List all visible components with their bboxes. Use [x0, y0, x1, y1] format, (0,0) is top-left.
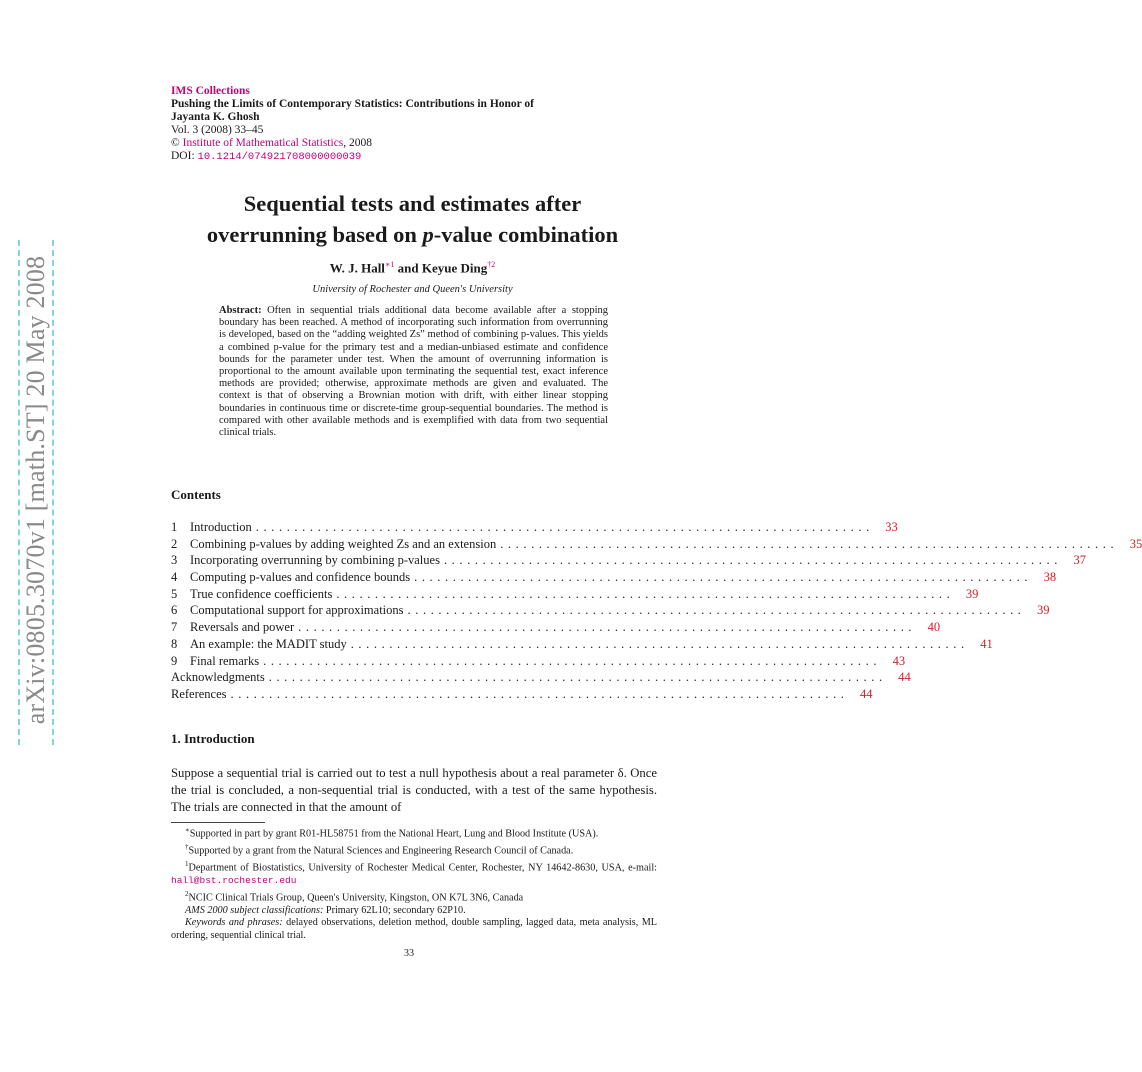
abstract-label: Abstract:: [219, 305, 262, 316]
footnote-1-mark: ∗: [185, 826, 190, 834]
footnote-3-text: Department of Biostatistics, University of Rochester Medical Center, Rochester, NY 14642-8630, USA, e-mail:: [188, 862, 657, 874]
title-line1: Sequential tests and estimates after: [243, 191, 582, 216]
toc-entry[interactable]: Computational support for approximations: [190, 603, 404, 618]
toc-number: 9: [171, 653, 178, 668]
toc-row[interactable]: [171, 653, 906, 670]
toc-row[interactable]: [171, 686, 873, 703]
toc-number: 6: [171, 603, 178, 618]
footnote-1: [171, 824, 657, 841]
toc-number: 5: [171, 586, 178, 601]
toc-number: 7: [171, 620, 178, 635]
footnote-4: [171, 888, 657, 905]
toc-leader-dots: ................................................................................: [443, 553, 1062, 568]
toc-number: 4: [171, 570, 178, 585]
toc-leader-dots: ................................................................................: [298, 620, 917, 635]
toc-row[interactable]: [171, 519, 898, 536]
footnote-2: [171, 841, 657, 858]
section-heading-introduction: 1. Introduction: [171, 731, 255, 746]
toc-page-link[interactable]: 44: [860, 686, 873, 701]
abstract-text: Often in sequential trials additional data become available after a stopping boundary has been reached. A method of incorporating such information from overrunning is developed, based on the “adding weighted Zs” method of combining p-values. This yields a combined p-value for the primary test and a median-unbiased estimate and confidence bounds for the parameter under test. When the amount of overrunning information is proportional to the amount available upon terminating the sequential test, exact inference methods are provided; otherwise, approximate methods are given and evaluated. The context is that of observing a Brownian motion with drift, with either linear stopping boundaries in continuous time or discrete-time group-sequential boundaries. The method is compared with other available methods and is exemplified with data from two sequential clinical trials.: [219, 305, 608, 439]
email-link[interactable]: hall@bst.rochester.edu: [171, 874, 297, 886]
copyright-symbol: ©: [171, 137, 180, 149]
page-number: 33: [404, 948, 414, 959]
toc-leader-dots: ................................................................................: [268, 670, 887, 685]
keywords-text: delayed observations, deletion method, double sampling, lagged data, meta analysis, ML ordering, sequential clinical trial.: [171, 917, 657, 941]
toc-row[interactable]: [171, 552, 1086, 569]
series-title-line1: Pushing the Limits of Contemporary Statistics: Contributions in Honor of: [171, 98, 535, 110]
collection-name: IMS Collections: [171, 85, 250, 97]
toc-entry[interactable]: Computing p-values and confidence bounds: [190, 570, 411, 585]
toc-row[interactable]: [171, 586, 979, 603]
toc-leader-dots: ................................................................................: [500, 536, 1119, 551]
toc-entry[interactable]: An example: the MADIT study: [190, 636, 347, 651]
author-ding: Keyue Ding: [421, 260, 488, 276]
doi-link[interactable]: 10.1214/074921708000000039: [197, 151, 362, 163]
toc-row[interactable]: [171, 669, 911, 686]
title-line2: [140, 219, 685, 250]
journal-header: [171, 85, 534, 164]
toc-row[interactable]: [171, 602, 1050, 619]
toc-page-link[interactable]: 35: [1129, 536, 1142, 551]
toc-page-link[interactable]: 44: [898, 670, 911, 685]
toc-page-link[interactable]: 39: [965, 586, 979, 601]
ams-classification: [171, 905, 657, 918]
table-of-contents: [171, 519, 1142, 703]
title-p-symbol: p: [422, 222, 434, 247]
toc-leader-dots: ................................................................................: [414, 570, 1033, 585]
toc-number: 2: [171, 536, 178, 551]
ams-text: Primary 62L10; secondary 62P10.: [323, 904, 466, 916]
toc-number: 8: [171, 636, 178, 651]
toc-leader-dots: ................................................................................: [336, 586, 955, 601]
toc-entry[interactable]: Final remarks: [190, 653, 260, 668]
footnote-2-text: Supported by a grant from the Natural Sciences and Engineering Research Council of Canada.: [188, 845, 574, 857]
toc-page-link[interactable]: 41: [980, 636, 993, 651]
arxiv-dash-right: [52, 240, 54, 745]
footnote-4-mark: 2: [185, 889, 189, 898]
author-ding-marks[interactable]: †2: [487, 260, 496, 269]
toc-number: 3: [171, 553, 178, 568]
footnotes: [171, 824, 657, 942]
publisher-link[interactable]: Institute of Mathematical Statistics: [182, 137, 344, 149]
title-line2-end: -value combination: [433, 222, 619, 247]
copyright-year: , 2008: [343, 137, 373, 149]
toc-page-link[interactable]: 40: [927, 620, 941, 635]
footnote-3: [171, 858, 657, 888]
toc-page-link[interactable]: 38: [1043, 570, 1057, 585]
toc-row[interactable]: [171, 536, 1142, 553]
ams-label: AMS 2000 subject classifications:: [185, 904, 324, 916]
footnote-3-mark: 1: [185, 859, 189, 868]
copyright-line: [171, 137, 534, 150]
toc-entry[interactable]: Incorporating overrunning by combining p-values: [190, 553, 440, 568]
author-list: [140, 260, 685, 276]
toc-entry[interactable]: Reversals and power: [190, 620, 295, 635]
author-and: and: [394, 260, 422, 276]
toc-page-link[interactable]: 39: [1037, 603, 1050, 618]
toc-leader-dots: ................................................................................: [255, 520, 874, 534]
volume-info: Vol. 3 (2008) 33–45: [171, 124, 264, 136]
toc-entry[interactable]: Combining p-values by adding weighted Zs and an extension: [190, 536, 497, 551]
introduction-paragraph: Suppose a sequential trial is carried out to test a null hypothesis about a real parameter δ. Once the trial is concluded, a non-sequential trial is conducted, with a test of the same hypothesis. The trials are connected in that the amount of: [171, 766, 657, 814]
contents-heading: Contents: [171, 487, 221, 502]
toc-entry[interactable]: Introduction: [190, 520, 252, 534]
toc-page-link[interactable]: 33: [885, 520, 898, 534]
toc-leader-dots: ................................................................................: [350, 636, 969, 651]
toc-entry[interactable]: References: [171, 686, 227, 701]
footnote-4-text: NCIC Clinical Trials Group, Queen's University, Kingston, ON K7L 3N6, Canada: [188, 891, 524, 903]
toc-row[interactable]: [171, 619, 941, 636]
keywords: [171, 917, 657, 942]
footnote-rule: [171, 822, 265, 823]
doi-label: DOI:: [171, 150, 198, 162]
series-title-line2: Jayanta K. Ghosh: [171, 111, 260, 123]
footnote-1-text: Supported in part by grant R01-HL58751 from the National Heart, Lung and Blood Institute (USA).: [189, 828, 599, 840]
author-hall-marks[interactable]: ∗1: [384, 260, 395, 269]
toc-leader-dots: ................................................................................: [230, 686, 849, 701]
author-hall: W. J. Hall: [329, 260, 385, 276]
arxiv-dash-left: [18, 240, 20, 745]
abstract: [219, 305, 608, 439]
toc-entry[interactable]: True confidence coefficients: [190, 586, 333, 601]
toc-row[interactable]: [171, 636, 993, 653]
toc-page-link[interactable]: 43: [892, 653, 906, 668]
toc-number: 1: [171, 520, 178, 534]
toc-row[interactable]: [171, 569, 1057, 586]
toc-leader-dots: ................................................................................: [263, 653, 882, 668]
footnote-2-mark: †: [185, 842, 189, 851]
title-line2-start: overrunning based on: [206, 222, 423, 247]
toc-leader-dots: ................................................................................: [407, 603, 1026, 618]
arxiv-identifier: arXiv:0805.3070v1 [math.ST] 20 May 2008: [21, 255, 50, 725]
affiliation: University of Rochester and Queen's University: [312, 284, 513, 295]
toc-entry[interactable]: Acknowledgments: [171, 670, 265, 685]
keywords-label: Keywords and phrases:: [185, 917, 283, 929]
doi-line: [171, 150, 534, 164]
toc-page-link[interactable]: 37: [1073, 553, 1086, 568]
paper-title: [140, 188, 685, 250]
